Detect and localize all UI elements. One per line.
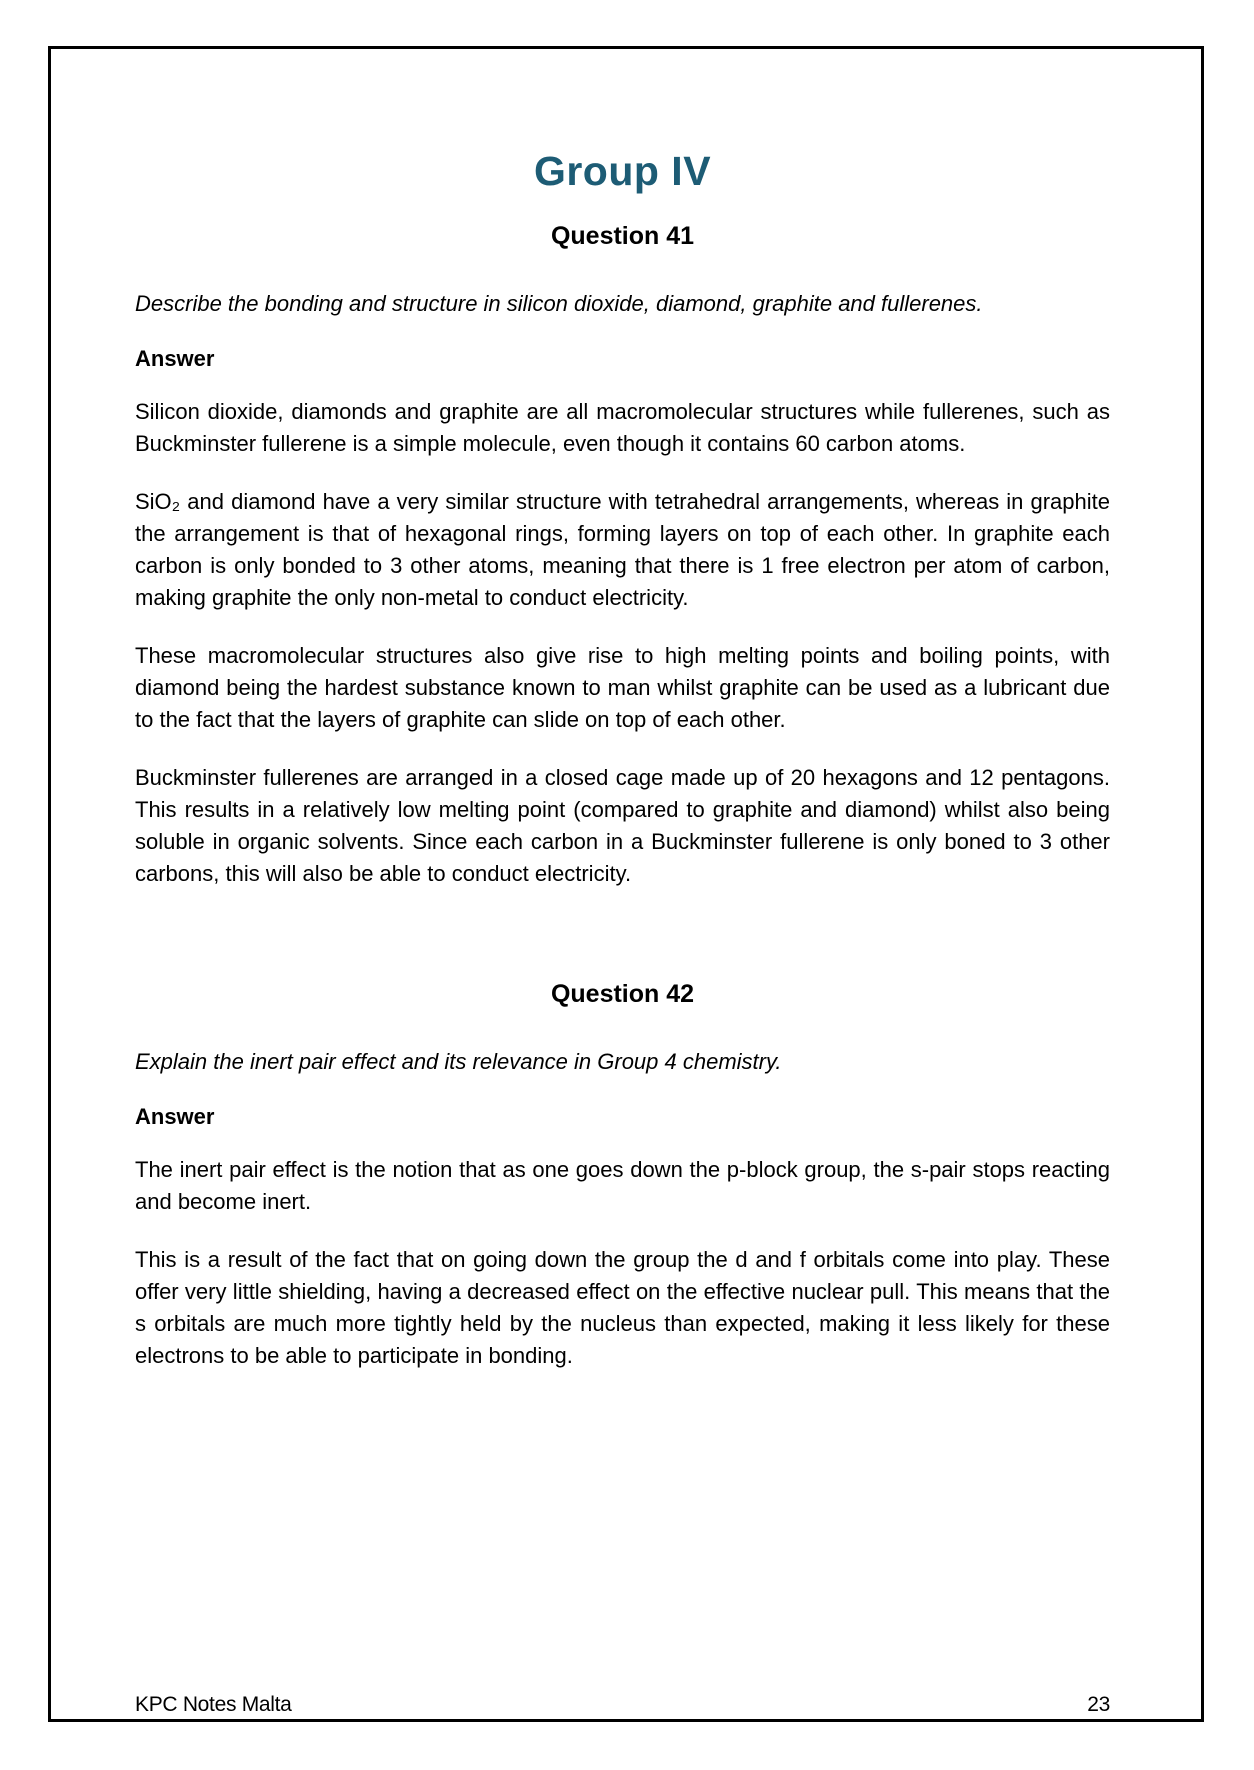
footer <box>135 1692 1110 1718</box>
answer-paragraph: This is a result of the fact that on going down the group the d and f orbitals come into play. These offer very little shielding, having a decreased effect on the effective nuclear pull. This means that the s orbitals are much more tightly held by the nucleus than expected, making it less likely for these electrons to be able to participate in bonding. <box>135 1247 1110 1368</box>
answer-paragraph: The inert pair effect is the notion that as one goes down the p-block group, the s-pair stops reacting and become inert. <box>135 1157 1110 1214</box>
footer-doc-name: KPC Notes Malta <box>135 1693 292 1716</box>
question-41-heading: Question 41 <box>550 222 695 250</box>
question-41-answer-label: Answer <box>135 346 215 371</box>
question-42-text: Explain the inert pair effect and its relevance in Group 4 chemistry. <box>135 1049 782 1074</box>
answer-paragraph: SiO₂ and diamond have a very similar structure with tetrahedral arrangements, whereas in graphite the arrangement is that of hexagonal rings, forming layers on top of each other. In graphite each carbon is only bonded to 3 other atoms, meaning that there is 1 free electron per atom of carbon, making graphite the only non-metal to conduct electricity. <box>135 489 1110 610</box>
answer-paragraph: Silicon dioxide, diamonds and graphite are all macromolecular structures while fullerenes, such as Buckminster fullerene is a simple molecule, even though it contains 60 carbon atoms. <box>135 399 1110 456</box>
footer-page-number: 23 <box>1087 1693 1110 1716</box>
page <box>135 0 1110 1372</box>
section-question-42 <box>135 978 1110 1372</box>
question-41-text: Describe the bonding and structure in silicon dioxide, diamond, graphite and fullerenes. <box>135 291 983 316</box>
page-title: Group IV <box>533 148 712 194</box>
question-42-heading: Question 42 <box>550 980 695 1008</box>
section-question-41 <box>135 220 1110 890</box>
question-42-answer-label: Answer <box>135 1104 215 1129</box>
answer-paragraph: Buckminster fullerenes are arranged in a closed cage made up of 20 hexagons and 12 pentagons. This results in a relatively low melting point (compared to graphite and diamond) whilst also being soluble in organic solvents. Since each carbon in a Buckminster fullerene is only boned to 3 other carbons, this will also be able to conduct electricity. <box>135 765 1110 886</box>
answer-paragraph: These macromolecular structures also give rise to high melting points and boiling points, with diamond being the hardest substance known to man whilst graphite can be used as a lubricant due to the fact that the layers of graphite can slide on top of each other. <box>135 643 1110 732</box>
